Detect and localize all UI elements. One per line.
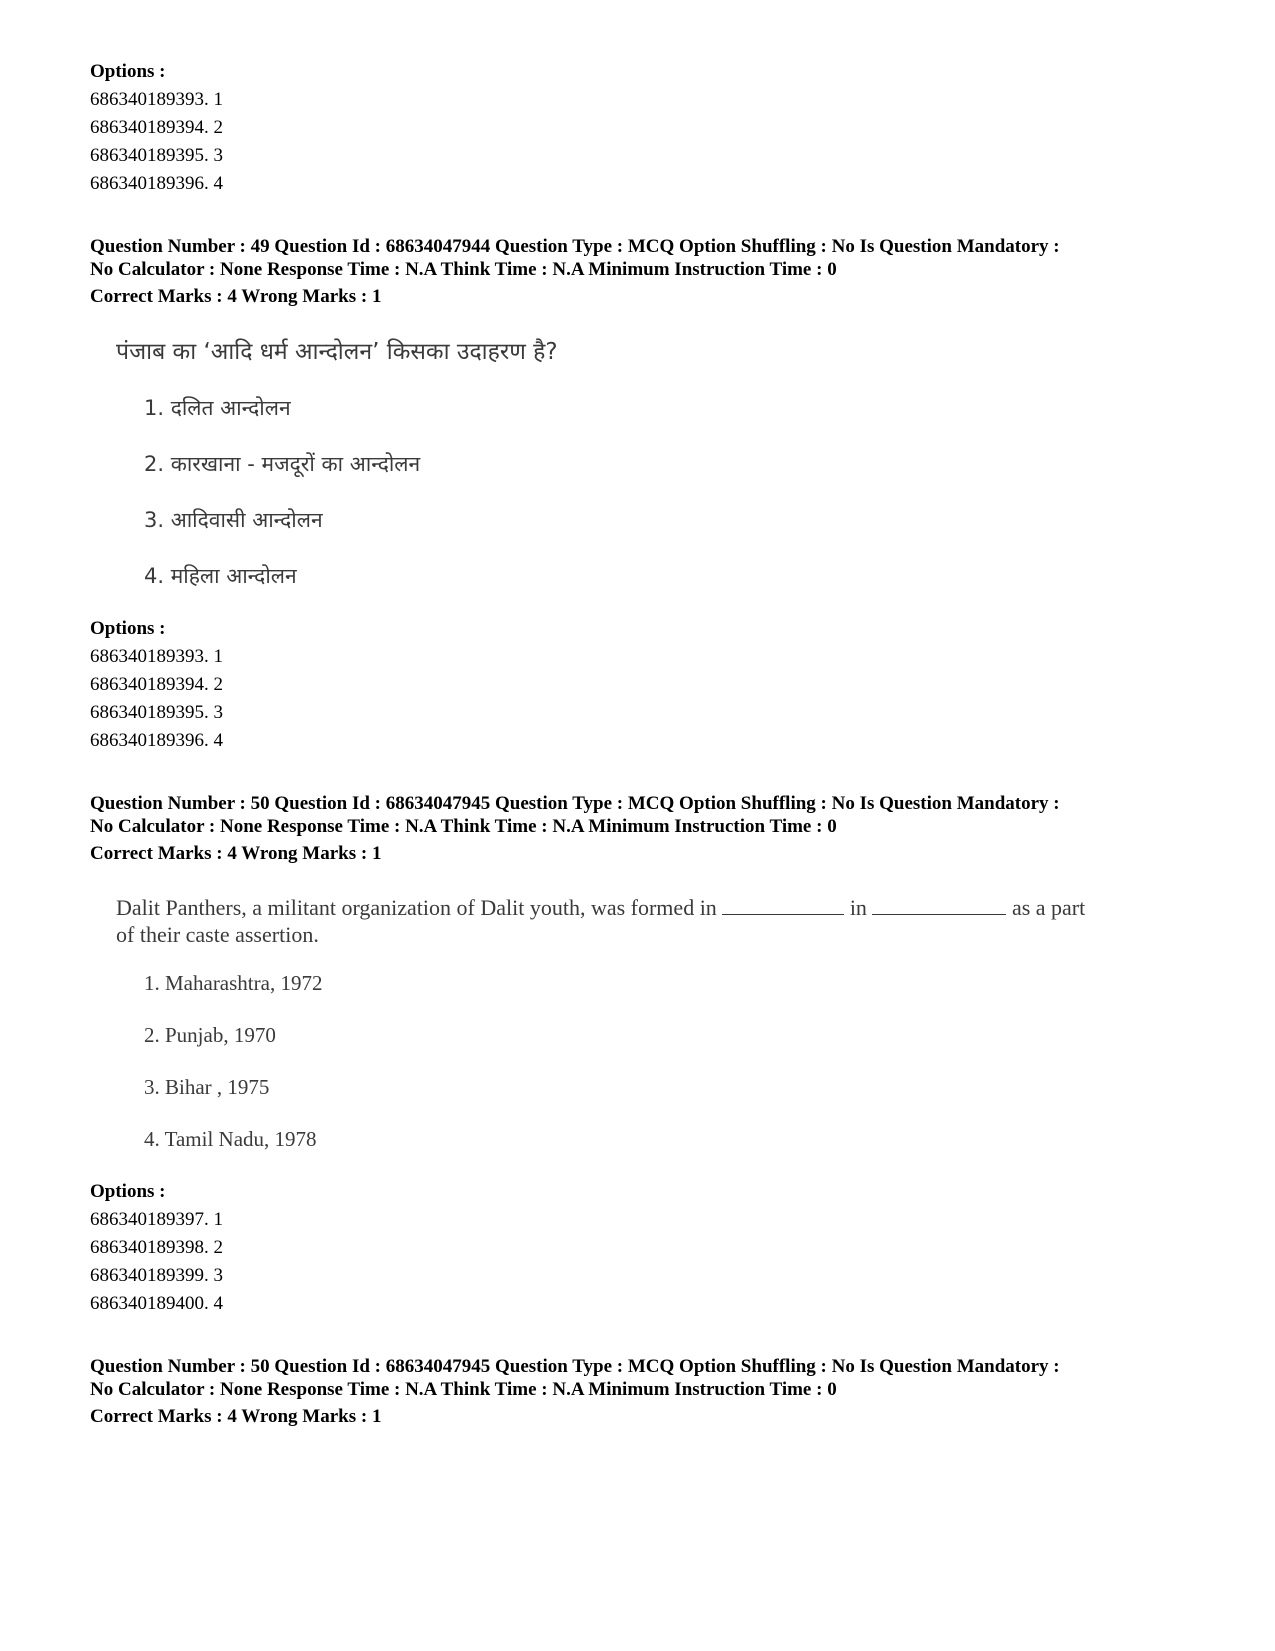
question-choice: 4. महिला आन्दोलन — [144, 564, 297, 588]
stem-text: in — [849, 895, 867, 920]
question-stem-line2: of their caste assertion. — [116, 922, 319, 947]
question-choice: 2. कारखाना - मजदूरों का आन्दोलन — [144, 452, 421, 476]
question-stem: पंजाब का ‘आदि धर्म आन्दोलन’ किसका उदाहरण है? — [116, 339, 558, 365]
option-item: 686340189400. 4 — [90, 1293, 223, 1314]
option-item: 686340189397. 1 — [90, 1209, 223, 1230]
options-label: Options : — [90, 1181, 166, 1202]
options-label: Options : — [90, 61, 166, 82]
option-item: 686340189395. 3 — [90, 145, 223, 166]
option-item: 686340189394. 2 — [90, 674, 223, 695]
option-item: 686340189393. 1 — [90, 646, 223, 667]
question-meta-line2: No Calculator : None Response Time : N.A Think Time : N.A Minimum Instruction Time : 0 — [90, 816, 837, 837]
question-choice: 2. Punjab, 1970 — [144, 1023, 276, 1047]
question-choice: 3. आदिवासी आन्दोलन — [144, 508, 323, 532]
question-stem — [116, 894, 1200, 921]
options-block — [90, 615, 1200, 755]
question-meta-line1: Question Number : 50 Question Id : 68634047945 Question Type : MCQ Option Shuffling : No Is Question Mandatory : — [90, 793, 1060, 814]
question-meta-line2: No Calculator : None Response Time : N.A Think Time : N.A Minimum Instruction Time : 0 — [90, 259, 837, 280]
question-meta-line1: Question Number : 50 Question Id : 68634047945 Question Type : MCQ Option Shuffling : No Is Question Mandatory : — [90, 1356, 1060, 1377]
option-item: 686340189393. 1 — [90, 89, 223, 110]
option-item: 686340189399. 3 — [90, 1265, 223, 1286]
question-meta-line1: Question Number : 49 Question Id : 68634047944 Question Type : MCQ Option Shuffling : No Is Question Mandatory : — [90, 236, 1060, 257]
document-page — [90, 58, 1200, 1431]
options-block-previous — [90, 58, 1200, 198]
options-block — [90, 1178, 1200, 1318]
question-choice: 4. Tamil Nadu, 1978 — [144, 1127, 317, 1151]
question-marks: Correct Marks : 4 Wrong Marks : 1 — [90, 1406, 382, 1427]
question-image-english — [90, 894, 1200, 1154]
option-item: 686340189394. 2 — [90, 117, 223, 138]
options-label: Options : — [90, 618, 166, 639]
question-choice: 3. Bihar , 1975 — [144, 1075, 270, 1099]
stem-text: as a part — [1011, 895, 1086, 920]
question-50 — [90, 792, 1200, 1318]
option-item: 686340189396. 4 — [90, 730, 223, 751]
question-image-hindi — [90, 337, 1200, 591]
option-item: 686340189395. 3 — [90, 702, 223, 723]
answer-blank — [872, 894, 1006, 915]
question-49 — [90, 235, 1200, 755]
stem-text: Dalit Panthers, a militant organization of Dalit youth, was formed in — [116, 895, 717, 920]
option-item: 686340189398. 2 — [90, 1237, 223, 1258]
answer-blank — [722, 894, 844, 915]
question-meta-line2: No Calculator : None Response Time : N.A Think Time : N.A Minimum Instruction Time : 0 — [90, 1379, 837, 1400]
option-item: 686340189396. 4 — [90, 173, 223, 194]
question-marks: Correct Marks : 4 Wrong Marks : 1 — [90, 843, 382, 864]
question-marks: Correct Marks : 4 Wrong Marks : 1 — [90, 286, 382, 307]
question-50-repeat — [90, 1355, 1200, 1431]
question-choice: 1. Maharashtra, 1972 — [144, 971, 323, 995]
question-choice: 1. दलित आन्दोलन — [144, 396, 291, 420]
